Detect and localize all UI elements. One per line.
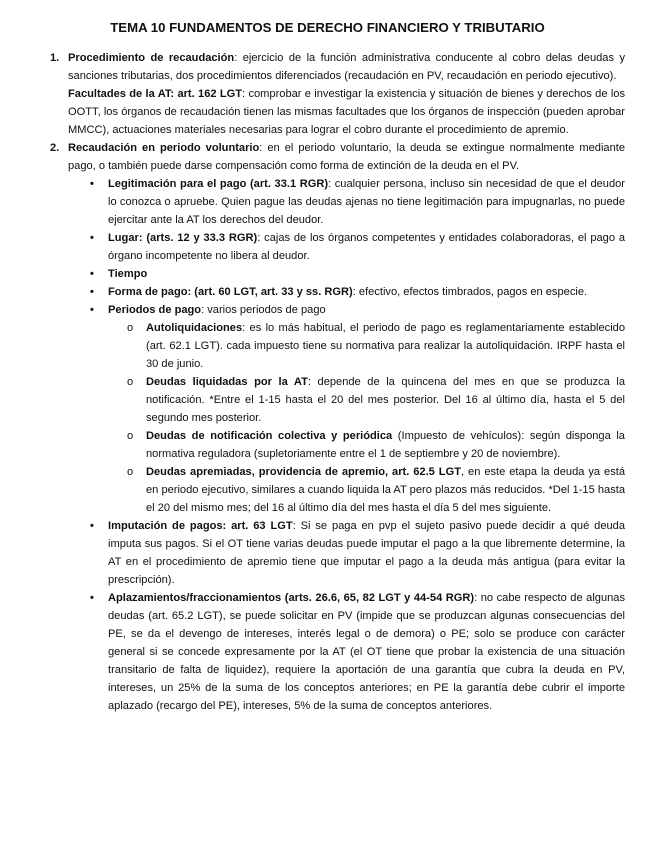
section-heading: Recaudación en periodo voluntario [68,142,260,154]
sub-item-heading: Deudas liquidadas por la AT [146,376,308,388]
bullet-marker: • [90,232,94,244]
circle-marker: o [127,466,134,478]
list-item [90,301,625,517]
sub-list-item [127,427,625,463]
sub-item-text: (Impuesto de vehículos): según disponga la normativa reguladora (supletoriamente entre el 1 de septiembre y 20 de noviembre). [146,430,625,460]
item-heading: Forma de pago: (art. 60 LGT, art. 33 y ss. RGR) [108,286,353,298]
section-paragraph [68,139,625,175]
sub-item-heading: Autoliquidaciones [146,322,243,334]
section-subtext: : comprobar e investigar la existencia y situación de bienes y derechos de los OOTT, los órganos de recaudación tienen las mismas facultades que los órganos de inspección (pueden aprobar MMCC), actuaciones materiales necesarias para lograr el cobro durante el procedimiento de apremio. [68,88,625,136]
bullet-marker: • [90,520,94,532]
item-text: : Si se paga en pvp el sujeto pasivo puede decidir a qué deuda imputa sus pagos. Si el OT tiene varias deudas puede imputar el pago a la que libremente determine, la AT en el procedimiento de apremio tiene que imputar el pago a la deuda más antigua (para evitar la prescripción). [108,520,625,586]
item-text: : no cabe respecto de algunas deudas (art. 65.2 LGT), se puede solicitar en PV (impide que se produzcan algunas consecuencias del PE, se da el devengo de intereses, interés legal o de demora) o PE; solo se produce con carácter general si se concede expresamente por la AT (el OT tiene que probar la existencia de una situación transitario de falta de liquidez), requiere la aportación de una garantía que cubra la deuda en PV, intereses, un 25% de la suma de los conceptos anteriores; en PE la garantía debe cubrir el importe aplazado (recargo del PE), intereses, 5% de la suma de conceptos anteriores. [108,592,626,712]
bullet-marker: • [90,178,94,190]
sub-item-heading: Deudas de notificación colectiva y periódica [146,430,393,442]
item-text: : varios periodos de pago [201,304,326,316]
page-title: TEMA 10 FUNDAMENTOS DE DERECHO FINANCIERO Y TRIBUTARIO [110,20,545,35]
document-body [50,49,625,715]
sub-list-item [127,373,625,427]
sub-item-text: , en este etapa la deuda ya está en periodo ejecutivo, similares a cuando liquida la AT pero plazos más reducidos. *Del 1-15 hasta el 20 del mismo mes; del 16 al último día del mes hasta el día 5 del mes siguiente. [146,466,625,514]
item-text: : cualquier persona, incluso sin necesidad de que el deudor lo conozca o apruebe. Quien pague las deudas ajenas no tiene legitimación para impugnarlas, no puede ejercitar ante la AT los derechos del deudor. [108,178,625,226]
circle-marker: o [127,322,134,334]
list-item [90,265,625,283]
item-heading: Tiempo [108,268,148,280]
sub-list [108,319,625,517]
sub-item-text: : depende de la quincena del mes en que se produzca la notificación. *Entre el 1-15 hasta el 20 del mes posterior. Del 16 al último día, hasta el 5 del segundo mes posterior. [146,376,625,424]
item-heading: Aplazamientos/fraccionamientos (arts. 26.6, 65, 82 LGT y 44-54 RGR) [108,592,475,604]
sub-list-item [127,319,625,373]
bullet-marker: • [90,304,94,316]
section-subheading: Facultades de la AT: art. 162 LGT [68,88,243,100]
sub-item-heading: Deudas apremiadas, providencia de apremio, art. 62.5 LGT [146,466,461,478]
section-paragraph [68,49,625,85]
section-number: 2. [50,142,60,154]
list-item [90,175,625,229]
section-text: : en el periodo voluntario, la deuda se extingue normalmente mediante pago, o también puede darse compensación como forma de extinción de la deuda en el PV. [68,142,625,172]
item-heading: Imputación de pagos: art. 63 LGT [108,520,293,532]
list-item [90,229,625,265]
item-text: : efectivo, efectos timbrados, pagos en especie. [352,286,588,298]
list-item [90,517,625,589]
list-item [90,589,626,715]
bullet-marker: • [90,268,94,280]
section-number: 1. [50,52,60,64]
section-text: : ejercicio de la función administrativa conducente al cobro delas deudas y sanciones tributarias, dos procedimientos diferenciados (recaudación en PV, recaudación en periodo ejecutivo). [68,52,625,82]
list-item [90,283,625,301]
bullet-list [50,175,625,715]
item-heading: Periodos de pago [108,304,202,316]
circle-marker: o [127,376,134,388]
item-text: : cajas de los órganos competentes y entidades colaboradoras, el pago a órgano incompetente no libera al deudor. [108,232,625,262]
item-heading: Lugar: (arts. 12 y 33.3 RGR) [108,232,258,244]
circle-marker: o [127,430,134,442]
sub-list-item [127,463,625,517]
section-2 [50,139,625,175]
section-1 [50,49,625,139]
section-subparagraph [68,85,625,139]
bullet-marker: • [90,592,94,604]
bullet-marker: • [90,286,94,298]
section-heading: Procedimiento de recaudación [68,52,235,64]
sub-item-text: : es lo más habitual, el periodo de pago es reglamentariamente establecido (art. 62.1 LGT). cada impuesto tiene su normativa para realizar la autoliquidación. IRPF hasta el 30 de junio. [146,322,625,370]
item-heading: Legitimación para el pago (art. 33.1 RGR) [108,178,329,190]
